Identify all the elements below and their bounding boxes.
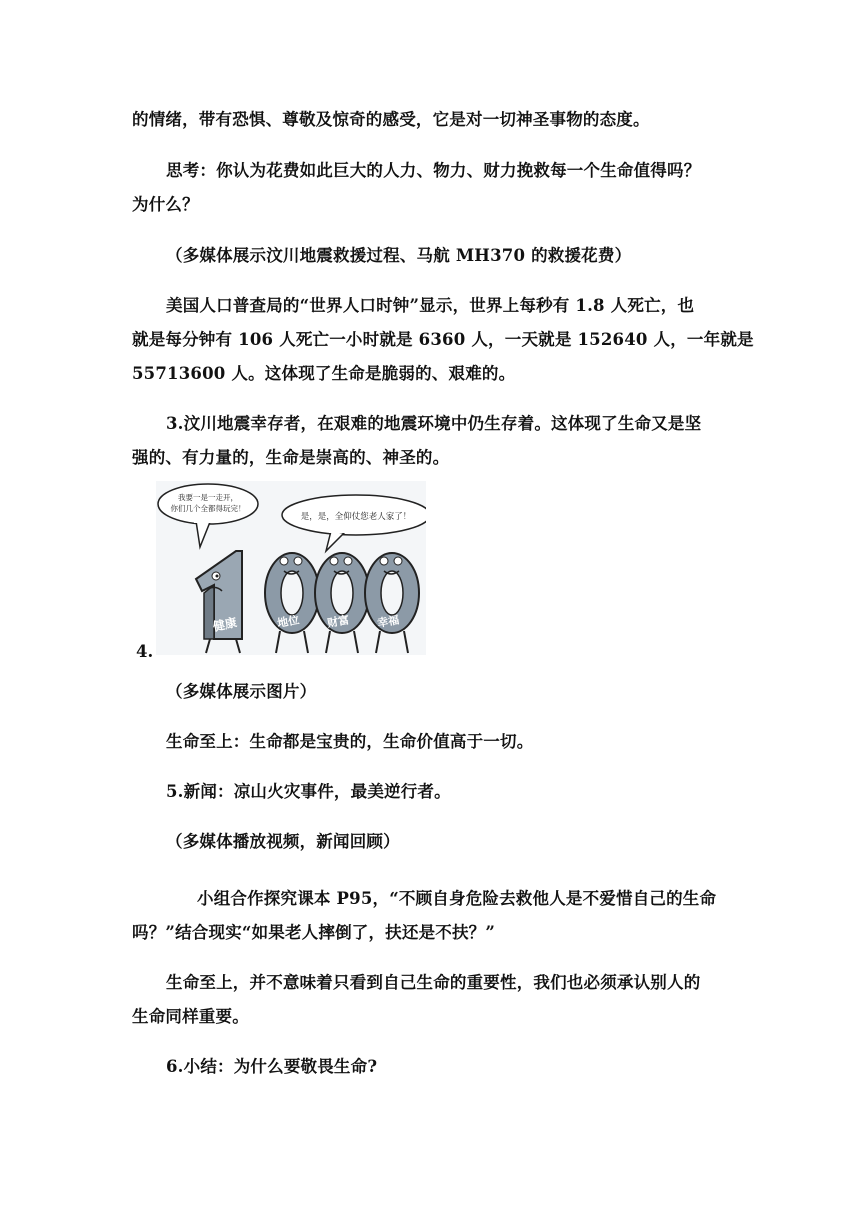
think-question-line-1: 思考：你认为花费如此巨大的人力、物力、财力挽救每一个生命值得吗？ xyxy=(166,161,701,180)
multimedia-note: （多媒体播放视频，新闻回顾） xyxy=(166,832,400,851)
multimedia-note: （多媒体展示图片） xyxy=(166,682,317,701)
item-6-line: 6.小结：为什么要敬畏生命? xyxy=(166,1057,378,1076)
think-question-line-2: 为什么？ xyxy=(132,195,199,214)
census-line-1: 美国人口普查局的“世界人口时钟”显示，世界上每秒有 1.8 人死亡，也 xyxy=(166,296,695,315)
zero-label-2: 财富 xyxy=(326,613,351,630)
life-supreme-line: 生命至上：生命都是宝贵的，生命价值高于一切。 xyxy=(166,732,534,751)
bubble-left-text-1: 我要一是一走开， xyxy=(178,493,238,502)
bubble-right-text: 是，是，全仰仗您老人家了！ xyxy=(300,512,412,522)
item-5-line: 5.新闻：凉山火灾事件，最美逆行者。 xyxy=(166,782,451,801)
bubble-left-text-2: 你们几个全都得玩完！ xyxy=(170,504,246,513)
group-inquiry-line-2: 吗？”结合现实“如果老人摔倒了，扶还是不扶？” xyxy=(132,923,496,942)
respect-line-2: 生命同样重要。 xyxy=(132,1007,249,1026)
zero-label-1: 地位 xyxy=(276,613,301,630)
census-line-3: 55713600 人。这体现了生命是脆弱的、艰难的。 xyxy=(132,364,516,383)
paragraph-line: 的情绪，带有恐惧、尊敬及惊奇的感受，它是对一切神圣事物的态度。 xyxy=(132,110,650,129)
item-3-line-2: 强的、有力量的，生命是崇高的、神圣的。 xyxy=(132,448,450,467)
multimedia-note: （多媒体展示汶川地震救援过程、马航 MH370 的救援花费） xyxy=(166,246,632,265)
census-line-2: 就是每分钟有 106 人死亡一小时就是 6360 人，一天就是 152640 人，一年就是 xyxy=(132,330,754,349)
cartoon-illustration xyxy=(156,481,426,655)
item-3-line-1: 3.汶川地震幸存者，在艰难的地震环境中仍生存着。这体现了生命又是坚 xyxy=(166,414,702,433)
one-label: 健康 xyxy=(211,615,239,634)
respect-line-1: 生命至上，并不意味着只看到自己生命的重要性，我们也必须承认别人的 xyxy=(166,973,701,992)
zero-label-3: 幸福 xyxy=(376,613,401,630)
item-4-number: 4. xyxy=(136,642,154,661)
group-inquiry-line-1: 小组合作探究课本 P95，“不顾自身危险去救他人是不爱惜自己的生命 xyxy=(197,889,717,908)
